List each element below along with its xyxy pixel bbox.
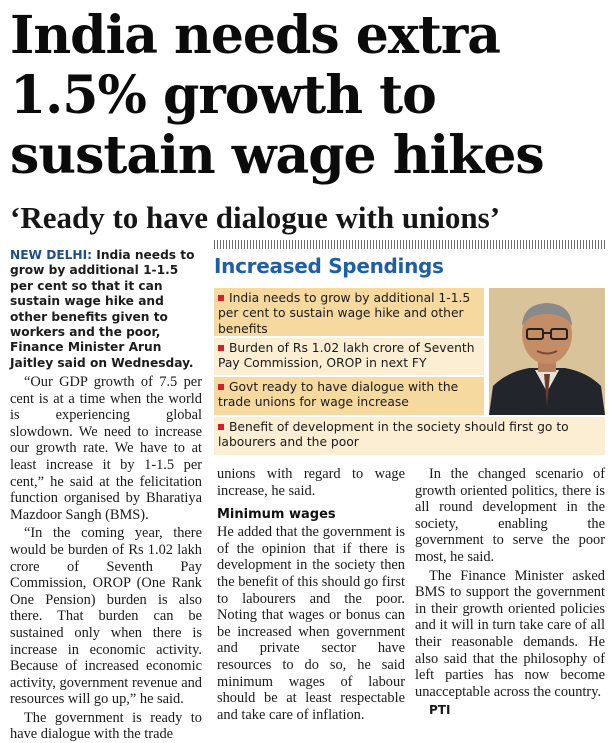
paragraph: “Our GDP growth of 7.5 per cent is at a time when the world is experiencing global slowdown. We need to increase our growth rate. We have to at least increase it by 1-1.5 per cent,” he said at the felicitation function organised by Bharatiya Mazdoor Sangh (BMS). (10, 374, 202, 523)
box-item-text: India needs to grow by additional 1-1.5 per cent to sustain wage hike and other benefits (218, 291, 471, 336)
paragraph: He added that the government is of the opinion that if there is development in the society then the benefit of this should go first to labourers and the poor. Noting that wages or bonus can be increased when government and private sector have resources to do so, he said minimum wages of labour should be at least respectable and take care of inflation. (217, 524, 405, 723)
box-item (214, 338, 484, 375)
column-1 (10, 374, 202, 743)
box-item-text: Govt ready to have dialogue with the trade unions for wage increase (218, 380, 459, 410)
paragraph: In the changed scenario of growth oriented politics, there is all round development in the society, enabling the government to serve the poor most, he said. (415, 466, 605, 565)
paragraph: “In the coming year, there would be burden of Rs 1.02 lakh crore of Seventh Pay Commission, OROP (One Rank One Pension) burden is also there. That burden can be sustained only when there is increase in economic activity. Because of increased economic activity, government revenue and resources will go up,” he said. (10, 525, 202, 708)
bullet-square-icon (218, 345, 224, 351)
headline: India needs extra 1.5% growth to sustain wage hikes (10, 5, 544, 186)
increased-spendings-box (214, 240, 605, 458)
box-item-text: Benefit of development in the society should first go to labourers and the poor (218, 420, 569, 450)
intro-paragraph (10, 248, 202, 371)
column-3 (415, 466, 605, 718)
bullet-square-icon (218, 295, 224, 301)
portrait-illustration (489, 288, 605, 415)
paragraph: The Finance Minister asked BMS to support the government in their growth oriented policies and it will in turn take care of all their reasonable demands. He also said that the philosophy of left parties has now become unacceptable across the country. (415, 567, 605, 700)
box-item (214, 288, 484, 336)
column-2 (217, 466, 405, 723)
box-item-text: Burden of Rs 1.02 lakh crore of Seventh Pay Commission, OROP in next FY (218, 341, 475, 371)
box-item (214, 377, 484, 415)
subheading: Minimum wages (217, 507, 336, 523)
subhead: ‘Ready to have dialogue with unions’ (10, 200, 501, 235)
hatch-rule (214, 240, 605, 249)
bullet-square-icon (218, 424, 224, 430)
box-item (214, 417, 605, 455)
paragraph: unions with regard to wage increase, he said. (217, 466, 405, 499)
bullet-square-icon (218, 384, 224, 390)
intro-text: India needs to grow by additional 1-1.5 per cent so that it can sustain wage hike and other benefits given to workers and the poor, Finance Minister Arun Jaitley said on Wednesday. (10, 248, 195, 370)
dateline: NEW DELHI: (10, 248, 93, 262)
paragraph: The government is ready to have dialogue with the trade (10, 709, 202, 743)
minister-portrait (489, 288, 605, 415)
box-title: Increased Spendings (214, 254, 444, 278)
credit: PTI (429, 703, 451, 718)
